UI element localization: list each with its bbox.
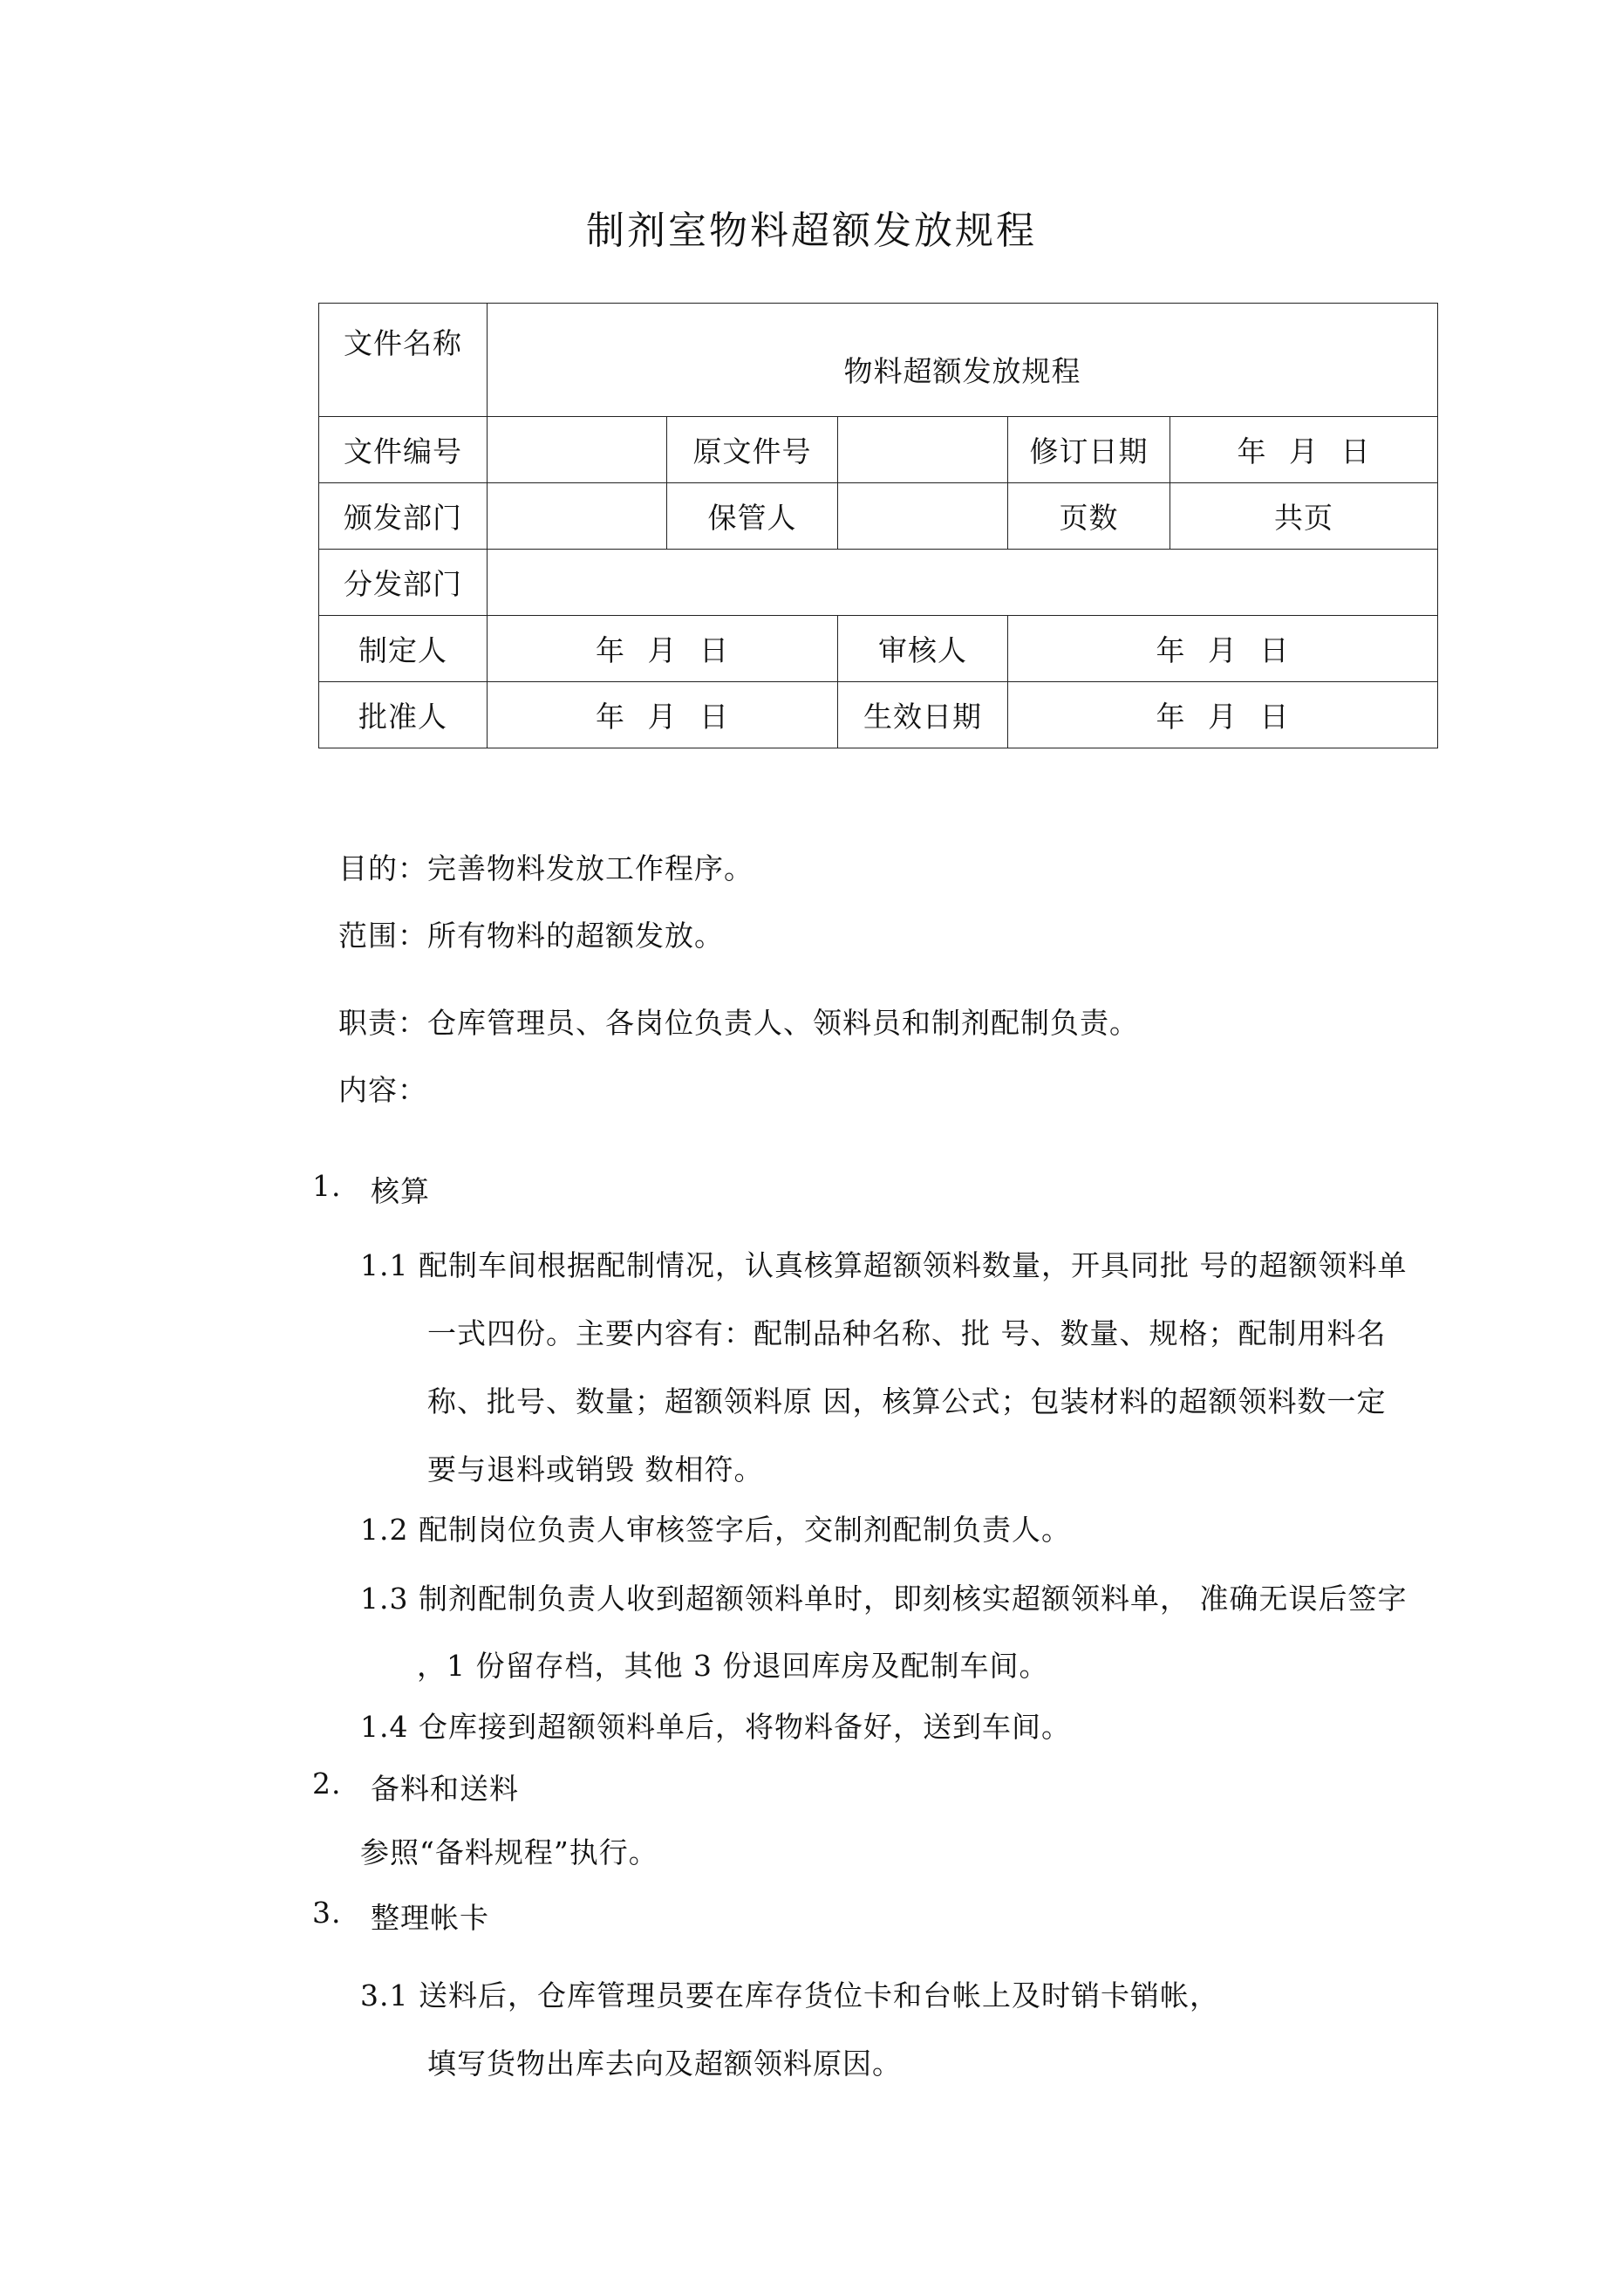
section-2-number: 2. — [312, 1766, 342, 1801]
section-2-text: 参照“备料规程”执行。 — [360, 1835, 658, 1869]
pages-value: 共页 — [1170, 483, 1438, 550]
document-info-table — [318, 303, 1438, 748]
section-1-number: 1. — [312, 1169, 342, 1203]
item-1-1-line-1: 1.1 配制车间根据配制情况，认真核算超额领料数量，开具同批 号的超额领料单 — [360, 1248, 1408, 1282]
content-heading: 内容： — [338, 1073, 427, 1107]
revise-date-value: 年 月 日 — [1170, 417, 1438, 483]
effective-label: 生效日期 — [838, 682, 1008, 748]
item-1-2: 1.2 配制岗位负责人审核签字后，交制剂配制负责人。 — [360, 1513, 1071, 1547]
item-3-1-line-1: 3.1 送料后，仓库管理员要在库存货位卡和台帐上及时销卡销帐， — [360, 1978, 1219, 2012]
approver-label: 批准人 — [319, 682, 488, 748]
file-no-label: 文件编号 — [319, 417, 488, 483]
section-3-title: 整理帐卡 — [371, 1901, 489, 1935]
author-label: 制定人 — [319, 616, 488, 682]
issue-dept-label: 颁发部门 — [319, 483, 488, 550]
item-1-3-line-2: ，1 份留存档，其他 3 份退回库房及配制车间。 — [417, 1649, 1049, 1683]
approver-date: 年 月 日 — [488, 682, 838, 748]
table-row — [319, 417, 1438, 483]
scope-text: 范围：所有物料的超额发放。 — [338, 919, 724, 953]
section-3-number: 3. — [312, 1896, 342, 1930]
orig-file-no-label: 原文件号 — [667, 417, 838, 483]
distrib-dept-label: 分发部门 — [319, 550, 488, 616]
item-1-3-line-1: 1.3 制剂配制负责人收到超额领料单时，即刻核实超额领料单， 准确无误后签字 — [360, 1582, 1408, 1616]
orig-file-no-value — [838, 417, 1008, 483]
table-row — [319, 616, 1438, 682]
section-2-title: 备料和送料 — [371, 1772, 519, 1806]
pages-label: 页数 — [1008, 483, 1170, 550]
duty-text: 职责：仓库管理员、各岗位负责人、领料员和制剂配制负责。 — [338, 1006, 1139, 1040]
table-row — [319, 550, 1438, 616]
table-row — [319, 682, 1438, 748]
issue-dept-value — [488, 483, 667, 550]
table-row — [319, 483, 1438, 550]
distrib-dept-value — [488, 550, 1438, 616]
revise-date-label: 修订日期 — [1008, 417, 1170, 483]
author-date: 年 月 日 — [488, 616, 838, 682]
section-1-title: 核算 — [371, 1174, 430, 1208]
purpose-text: 目的：完善物料发放工作程序。 — [338, 851, 754, 885]
custodian-value — [838, 483, 1008, 550]
effective-date: 年 月 日 — [1008, 682, 1438, 748]
item-1-1-line-4: 要与退料或销毁 数相符。 — [427, 1452, 764, 1486]
file-no-value — [488, 417, 667, 483]
reviewer-date: 年 月 日 — [1008, 616, 1438, 682]
reviewer-label: 审核人 — [838, 616, 1008, 682]
file-name-label: 文件名称 — [319, 304, 488, 417]
document-title: 制剂室物料超额发放规程 — [586, 208, 1037, 253]
item-1-1-line-2: 一式四份。主要内容有：配制品种名称、批 号、数量、规格；配制用料名 — [427, 1316, 1387, 1350]
custodian-label: 保管人 — [667, 483, 838, 550]
file-name-value: 物料超额发放规程 — [488, 304, 1438, 417]
item-1-4: 1.4 仓库接到超额领料单后，将物料备好，送到车间。 — [360, 1710, 1071, 1744]
item-1-1-line-3: 称、批号、数量；超额领料原 因，核算公式；包装材料的超额领料数一定 — [427, 1384, 1387, 1418]
item-3-1-line-2: 填写货物出库去向及超额领料原因。 — [427, 2047, 902, 2081]
table-row — [319, 304, 1438, 417]
